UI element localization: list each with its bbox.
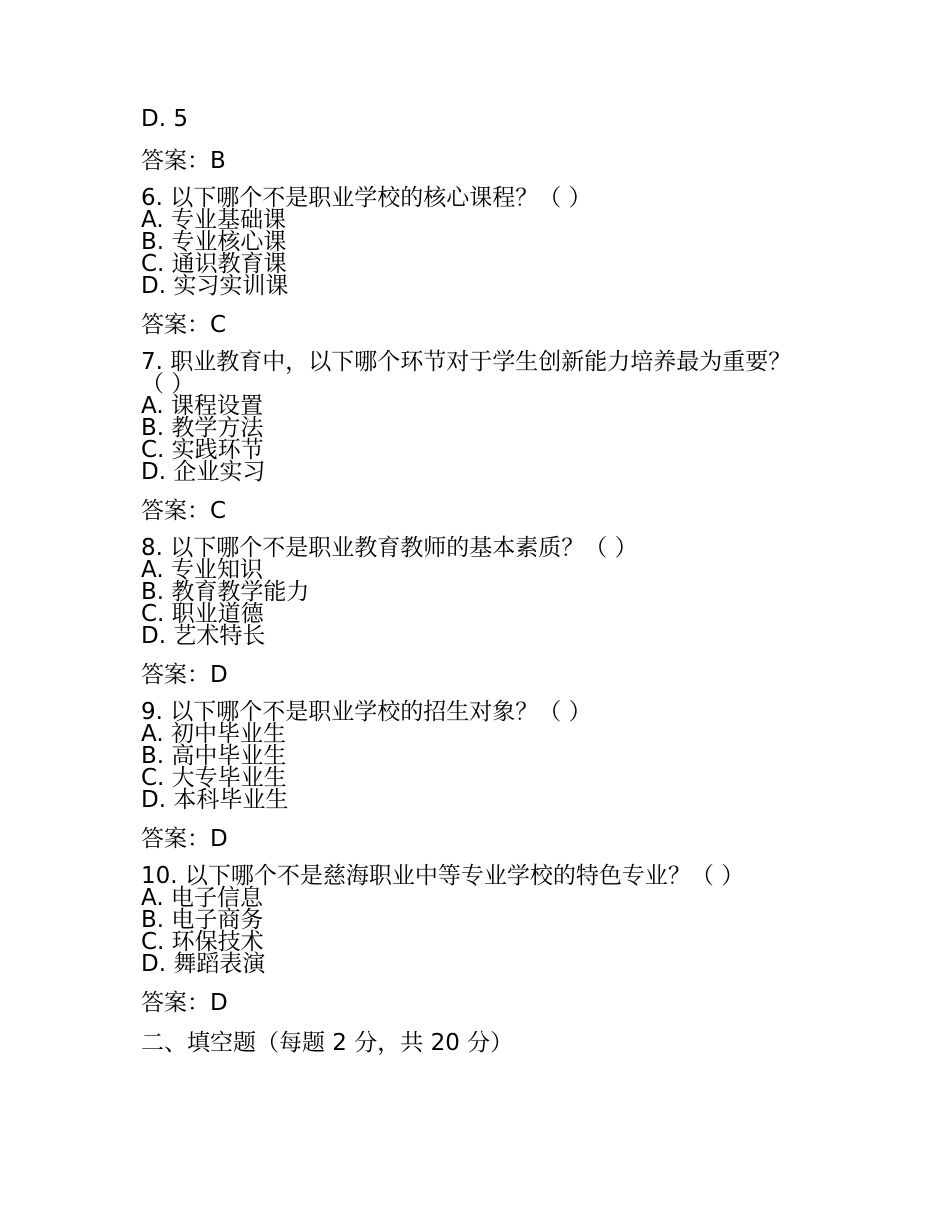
question-answer: 答案：C (141, 312, 227, 338)
question-option: D. 企业实习 (141, 459, 266, 485)
question-10 (141, 865, 801, 1017)
question-option: B. 电子商务 (141, 907, 264, 933)
question-stem: 10. 以下哪个不是慈海职业中等专业学校的特色专业？（ ） (141, 863, 745, 889)
leading-answer: 答案：B (141, 148, 226, 174)
question-option: A. 课程设置 (141, 393, 263, 419)
question-option: C. 通识教育课 (141, 251, 287, 277)
question-stem: 7. 职业教育中，以下哪个环节对于学生创新能力培养最为重要？（ ） (141, 349, 792, 397)
question-7 (141, 351, 801, 525)
question-option: D. 舞蹈表演 (141, 951, 266, 977)
question-8 (141, 537, 801, 689)
question-option: D. 实习实训课 (141, 273, 289, 299)
question-option: B. 教学方法 (141, 415, 264, 441)
question-answer: 答案：D (141, 990, 228, 1016)
question-answer: 答案：D (141, 662, 228, 688)
section-title: 二、填空题（每题 2 分，共 20 分） (141, 1030, 514, 1056)
question-option: B. 教育教学能力 (141, 579, 310, 605)
question-stem: 9. 以下哪个不是职业学校的招生对象？（ ） (141, 699, 592, 725)
question-option: C. 职业道德 (141, 601, 264, 627)
question-stem: 8. 以下哪个不是职业教育教师的基本素质？（ ） (141, 535, 638, 561)
question-option: C. 大专毕业生 (141, 765, 287, 791)
document-page (141, 105, 801, 1057)
question-answer: 答案：D (141, 826, 228, 852)
question-9 (141, 701, 801, 853)
question-option: A. 专业基础课 (141, 207, 286, 233)
question-6 (141, 187, 801, 339)
question-option: A. 初中毕业生 (141, 721, 286, 747)
question-option: A. 专业知识 (141, 557, 263, 583)
question-option: D. 艺术特长 (141, 623, 266, 649)
leading-option: D. 5 (141, 106, 188, 132)
question-option: B. 专业核心课 (141, 229, 287, 255)
question-stem: 6. 以下哪个不是职业学校的核心课程？（ ） (141, 185, 592, 211)
question-option: D. 本科毕业生 (141, 787, 289, 813)
question-option: A. 电子信息 (141, 885, 263, 911)
question-answer: 答案：C (141, 498, 227, 524)
question-option: B. 高中毕业生 (141, 743, 287, 769)
question-option: C. 实践环节 (141, 437, 264, 463)
question-option: C. 环保技术 (141, 929, 264, 955)
